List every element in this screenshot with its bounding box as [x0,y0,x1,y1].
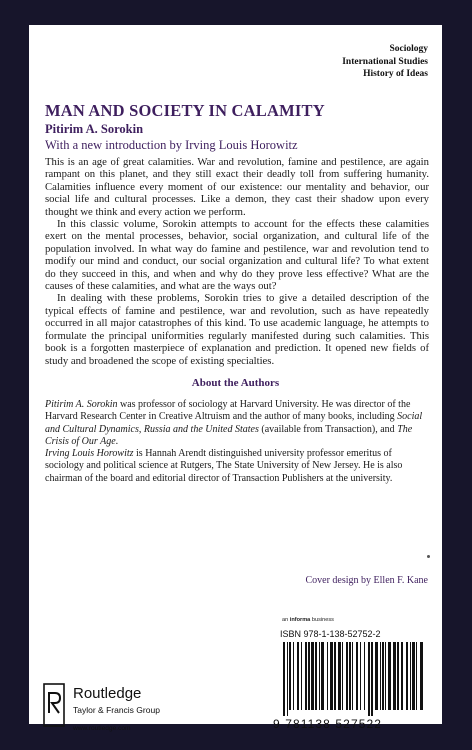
bio-text: is Hannah Arendt distinguished university professor emeritus of sociology and political science at Rutgers, The State University of New Jersey. He is also chairman of the board and editorial director of Transaction Publishers at the university. [45,448,403,484]
informa-business-label [282,617,334,623]
barcode-bar [301,642,302,710]
description-paragraph: In this classic volume, Sorokin attempts to account for the effects these calamities exert on the mental processes, behavior, social organization, and cultural life of the population involved. In what way do famine and pestilence, war and revolution tend to modify our mind and conduct, our social organization and cultural life? To what extent do they succeed in this, and when and why do they prove less effective? What are the causes of these calamities, and what are the ways out? [45,218,429,293]
barcode-bar [283,642,285,716]
barcode-bar [305,642,307,710]
back-cover-panel [29,25,442,732]
barcode-bar [297,642,299,710]
barcode [273,642,433,716]
barcode-bar [352,642,353,710]
barcode-bar [293,642,294,710]
bio-name: Irving Louis Horowitz [45,448,134,460]
barcode-bar [289,642,291,710]
isbn-number: ISBN 978-1-138-52752-2 [280,629,381,639]
barcode-bar [375,642,378,710]
description-paragraph: In dealing with these problems, Sorokin tries to give a detailed description of the typical effects of famine and pestilence, war and revolution, such as have repeatedly occurred in all major catastrophes of this kind. To use academic language, he attempts to formulate the principal uniformities regularly manifested during such calamities. This book is a forgotten masterpiece of explanation and prediction. It opened new fields of study and broadened the scope of existing specialties. [45,292,429,367]
barcode-bar [327,642,328,710]
barcode-digits: 9 781138 527522 [273,717,383,731]
barcode-bar [319,642,320,710]
barcode-bars [273,642,433,716]
bio-text: . [115,435,119,447]
barcode-bar [342,642,343,710]
barcode-bar [401,642,403,710]
introduction-credit: With a new introduction by Irving Louis Horowitz [45,138,298,152]
book-description [45,156,429,367]
barcode-bar [364,642,365,710]
bio-text: (available from Transaction), and [258,423,398,435]
barcode-bar [311,642,314,710]
barcode-bar [393,642,396,710]
book-author: Pitirim A. Sorokin [45,122,144,136]
barcode-bar [410,642,411,710]
barcode-bar [406,642,408,710]
bio-sorokin [45,399,431,448]
barcode-bar [420,642,423,710]
decorative-dot [427,555,430,558]
barcode-bar [321,642,324,710]
publisher-name: Routledge [73,685,142,702]
subject-history-of-ideas: History of Ideas [363,69,428,79]
bio-name: Pitirim A. Sorokin [45,399,118,410]
barcode-bar [380,642,381,710]
barcode-bar [356,642,358,710]
barcode-bar [308,642,310,710]
informa-brand: informa [289,617,311,623]
barcode-bar [330,642,333,710]
about-authors-heading: About the Authors [191,377,280,389]
barcode-bar [371,642,373,716]
informa-prefix: an [282,617,290,623]
book-reference: Social and Cultural Dynamics [45,411,423,435]
barcode-bar [334,642,336,710]
subject-international-studies: International Studies [342,56,428,67]
subject-sociology: Sociology [389,44,428,54]
barcode-bar [315,642,317,710]
bio-horowitz [45,448,431,485]
informa-suffix: business [310,617,334,623]
subject-list [342,43,428,81]
book-reference: Russia and the United States [143,423,259,435]
routledge-logo-icon [43,683,65,727]
barcode-bar [287,642,288,716]
barcode-bar [338,642,341,710]
barcode-bar [416,642,417,710]
barcode-bar [346,642,348,710]
barcode-bar [397,642,399,710]
book-title: MAN AND SOCIETY IN CALAMITY [45,101,325,120]
cover-design-credit: Cover design by Ellen F. Kane [305,575,428,586]
barcode-bar [388,642,391,710]
barcode-bar [382,642,384,710]
publisher-group: Taylor & Francis Group [73,705,160,715]
book-reference: The Crisis of Our Age [45,423,413,447]
barcode-bar [349,642,351,710]
bio-text: , [138,423,144,435]
author-bios [45,399,431,485]
barcode-bar [360,642,361,710]
publisher-website: www.routledge.com [73,725,131,732]
barcode-bar [385,642,386,710]
barcode-bar [368,642,370,716]
description-paragraph: This is an age of great calamities. War and revolution, famine and pestilence, are again rampant on this planet, and they still exact their deadly toll from suffering humanity. Calamities influence every moment of our existence: our mentality and behavior, our social life and cultural processes. Like a demon, they cast their shadow upon every thought we think and every action we perform. [45,156,429,218]
bio-text: was professor of sociology at Harvard University. He was director of the Harvard Research Center in Creative Altruism and the author of many books, including [45,399,411,423]
barcode-bar [412,642,415,710]
